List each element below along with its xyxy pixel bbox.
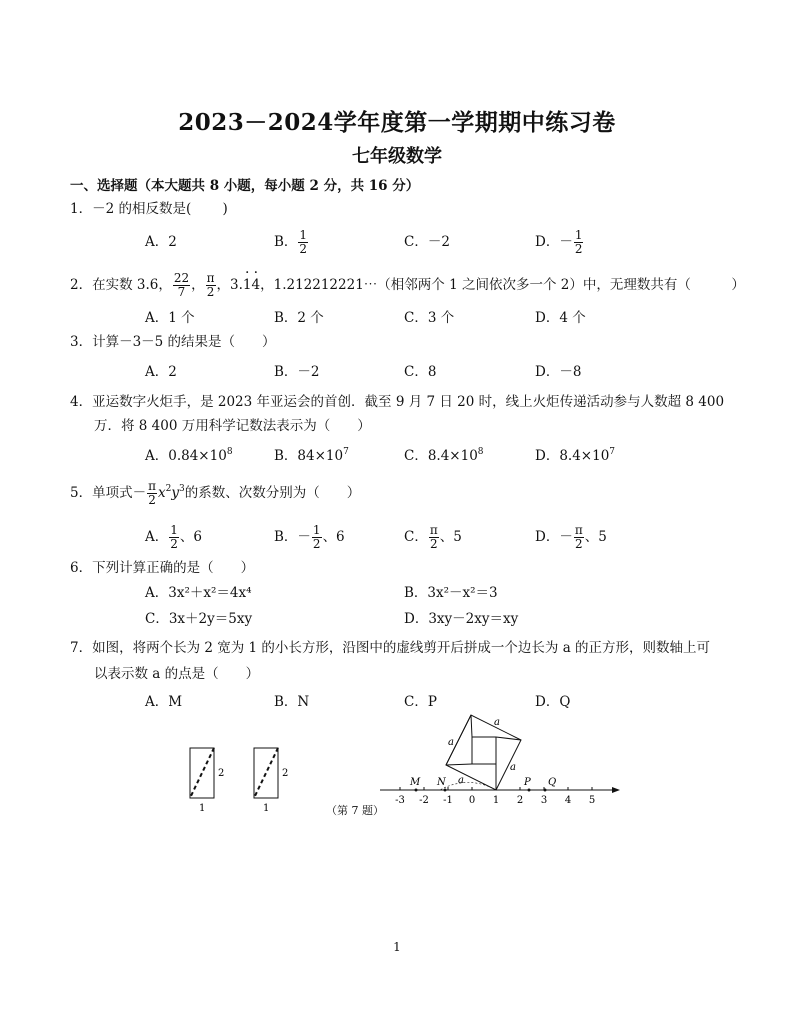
q2-option-c: C．3 个 xyxy=(404,310,455,326)
square-side-label-left: a xyxy=(448,737,454,748)
q1-option-a: A．2 xyxy=(145,234,177,250)
rectangle-2-width: 1 xyxy=(263,803,270,814)
point-p-label: P xyxy=(524,777,531,788)
q6-option-d: D．3xy－2xy＝xy xyxy=(404,611,519,627)
q5-option-b: B．－ $\frac{1}{2}$ 、6 xyxy=(274,523,345,551)
q6-option-a: A．3x²＋x²＝4x⁴ xyxy=(145,585,252,601)
rectangle-1-width: 1 xyxy=(199,803,206,814)
rectangle-2-cut-line xyxy=(254,748,278,798)
point-q-label: Q xyxy=(548,777,557,788)
rectangle-1-cut-line xyxy=(190,748,214,798)
q4-option-a: A．$0.84\times 10^8$ xyxy=(145,447,233,464)
q1-option-d: D．－ $\frac{1}{2}$ xyxy=(535,228,583,256)
tick-label: -1 xyxy=(443,795,453,806)
point-p xyxy=(528,789,531,792)
q2-option-d: D．4 个 xyxy=(535,310,586,326)
question-6: 6．下列计算正确的是（ ） xyxy=(70,560,255,576)
rectangle-1-height: 2 xyxy=(218,768,225,779)
figure-caption: （第 7 题） xyxy=(326,804,384,817)
page-number: 1 xyxy=(393,940,401,954)
q5-option-d: D．－ $\frac{\pi}{2}$ 、5 xyxy=(535,523,607,551)
q6-option-c: C．3x＋2y＝5xy xyxy=(145,611,253,627)
q7-option-b: B．N xyxy=(274,694,310,710)
section-heading: 一、选择题（本大题共 8 小题，每小题 2 分，共 16 分） xyxy=(70,178,420,194)
q1-option-b: B． $\frac{1}{2}$ xyxy=(274,228,308,256)
exam-title: 2023－2024学年度第一学期期中练习卷 xyxy=(178,109,616,136)
question-7-line-2: 以表示数 a 的点是（ ） xyxy=(94,666,260,682)
q7-number-line-figure xyxy=(376,710,626,810)
tick-label: 2 xyxy=(516,795,524,806)
rectangle-2-height: 2 xyxy=(282,768,289,779)
point-m xyxy=(415,789,418,792)
q5-option-c: C． $\frac{\pi}{2}$ 、5 xyxy=(404,523,462,551)
question-4-line-1: 4．亚运数字火炬手，是 2023 年亚运会的首创．截至 9 月 7 日 20 时，线上火炬传递活动参与人数超 8 400 xyxy=(70,394,725,410)
point-n xyxy=(444,789,447,792)
q4-option-c: C．$8.4\times 10^8$ xyxy=(404,447,484,464)
tick-label: -3 xyxy=(395,795,405,806)
tick-label: 3 xyxy=(540,795,548,806)
square-side-label-top: a xyxy=(494,717,500,728)
question-2: 2．在实数 3.6， $\frac{22}{7}$ ， $\frac{\pi}{2}$ ，3.· 1· 4，1.212212221⋯（相邻两个 1 之间依次多一个 2）中，无理数共有（ ） xyxy=(70,272,745,299)
q7-rectangles-figure xyxy=(180,740,300,820)
q3-option-b: B．－2 xyxy=(274,364,320,380)
q6-option-b: B．3x²－x²＝3 xyxy=(404,585,498,601)
q4-option-b: B．$84\times 10^7$ xyxy=(274,447,349,464)
tick-label: 0 xyxy=(468,795,476,806)
q3-option-a: A．2 xyxy=(145,364,177,380)
number-line-arrow xyxy=(612,787,620,793)
q3-option-d: D．－8 xyxy=(535,364,582,380)
point-m-label: M xyxy=(410,777,421,788)
q2-option-b: B．2 个 xyxy=(274,310,324,326)
question-7-line-1: 7．如图，将两个长为 2 宽为 1 的小长方形，沿图中的虚线剪开后拼成一个边长为 a 的正方形，则数轴上可 xyxy=(70,640,711,656)
question-1: 1．－2 的相反数是( ) xyxy=(70,201,228,217)
square-side-label-right: a xyxy=(510,762,516,773)
square-side-label-bottom: a xyxy=(458,775,464,786)
point-n-label: N xyxy=(437,777,446,788)
q3-option-c: C．8 xyxy=(404,364,437,380)
question-3: 3．计算－3－5 的结果是（ ） xyxy=(70,334,276,350)
question-5: 5．单项式－ $\frac{\pi}{2}$ $x^2y^3$的系数、次数分别为（ ） xyxy=(70,479,361,507)
point-q xyxy=(544,789,547,792)
q7-option-c: C．P xyxy=(404,694,437,710)
q5-option-a: A． $\frac{1}{2}$ 、6 xyxy=(145,523,202,551)
question-4-line-2: 万．将 8 400 万用科学记数法表示为（ ） xyxy=(94,418,371,434)
q7-option-a: A．M xyxy=(145,694,183,710)
q7-option-d: D．Q xyxy=(535,694,571,710)
q1-option-c: C．－2 xyxy=(404,234,450,250)
q2-option-a: A．1 个 xyxy=(145,310,195,326)
tick-label: 4 xyxy=(564,795,572,806)
tick-label: 5 xyxy=(588,795,596,806)
tick-label: -2 xyxy=(419,795,429,806)
tick-label: 1 xyxy=(492,795,500,806)
q4-option-d: D．$8.4\times 10^7$ xyxy=(535,447,616,464)
exam-subtitle: 七年级数学 xyxy=(352,146,442,167)
